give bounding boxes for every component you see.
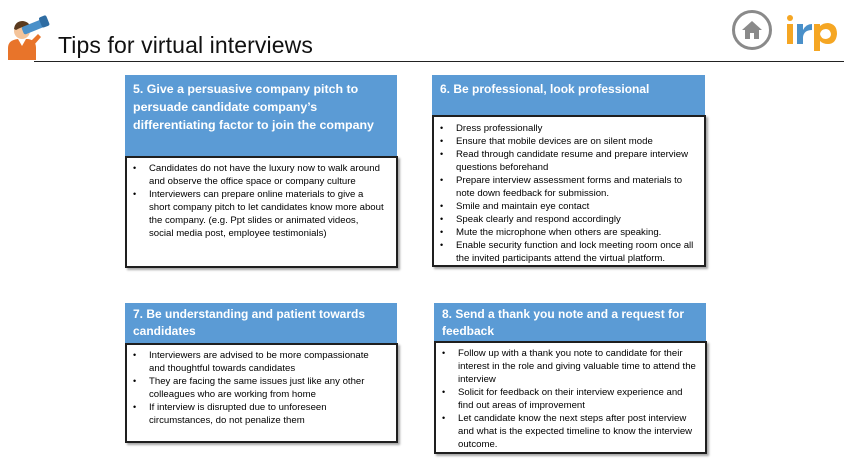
title-divider bbox=[34, 61, 844, 62]
list-item: • Interviewers are advised to be more compassionate and thoughtful towards candidates bbox=[127, 349, 386, 375]
list-item: • Mute the microphone when others are speaking. bbox=[434, 226, 696, 239]
home-button[interactable] bbox=[732, 10, 772, 50]
person-with-telescope-icon bbox=[4, 12, 50, 62]
list-item: • Interviewers can prepare online materials to give a short company pitch to let candidates know more about the company. (e.g. Ppt slides or animated videos, social media post, employee testimonials) bbox=[127, 188, 384, 240]
list-item: • Follow up with a thank you note to candidate for their interest in the role and giving valuable time to attend the interview bbox=[436, 347, 697, 386]
list-item: • Let candidate know the next steps after post interview and what is the expected timeline to know the interview outcome. bbox=[436, 412, 697, 451]
tip-card-heading-text: 8. Send a thank you note and a request for feedback bbox=[442, 307, 685, 338]
list-item: • Smile and maintain eye contact bbox=[434, 200, 696, 213]
list-item: • Dress professionally bbox=[434, 122, 696, 135]
home-icon bbox=[741, 19, 763, 41]
list-item: • Enable security function and lock meeting room once all the invited participants attend the virtual platform. bbox=[434, 239, 696, 265]
tip-card-5 bbox=[125, 75, 398, 268]
list-item: • Prepare interview assessment forms and materials to note down feedback for submission. bbox=[434, 174, 696, 200]
tip-card-6 bbox=[432, 75, 706, 267]
list-item: • Speak clearly and respond accordingly bbox=[434, 213, 696, 226]
list-item: • Read through candidate resume and prepare interview questions beforehand bbox=[434, 148, 696, 174]
list-item: • Candidates do not have the luxury now to walk around and observe the office space or company culture bbox=[127, 162, 384, 188]
tip-card-body bbox=[125, 343, 398, 443]
list-item: • They are facing the same issues just like any other colleagues who are working from home bbox=[127, 375, 386, 401]
tip-card-7 bbox=[125, 303, 398, 443]
tip-card-heading-text: 6. Be professional, look professional bbox=[440, 82, 650, 96]
tip-card-heading bbox=[125, 303, 397, 343]
tip-card-8 bbox=[434, 303, 707, 454]
tip-card-body bbox=[434, 341, 707, 454]
tip-card-body bbox=[125, 156, 398, 268]
company-logo bbox=[784, 10, 844, 52]
tip-card-heading bbox=[434, 303, 706, 341]
tip-card-heading-text: 7. Be understanding and patient towards candidates bbox=[133, 307, 366, 338]
tip-card-heading bbox=[432, 75, 705, 115]
tip-card-heading-text: 5. Give a persuasive company pitch to persuade candidate company’s differentiating factor to join the company bbox=[133, 82, 374, 132]
list-item: • Solicit for feedback on their interview experience and find out areas of improvement bbox=[436, 386, 697, 412]
tip-card-body bbox=[432, 115, 706, 267]
list-item: • Ensure that mobile devices are on silent mode bbox=[434, 135, 696, 148]
page-title: Tips for virtual interviews bbox=[58, 32, 313, 58]
list-item: • If interview is disrupted due to unforeseen circumstances, do not penalize them bbox=[127, 401, 386, 427]
tip-card-heading bbox=[125, 75, 397, 156]
